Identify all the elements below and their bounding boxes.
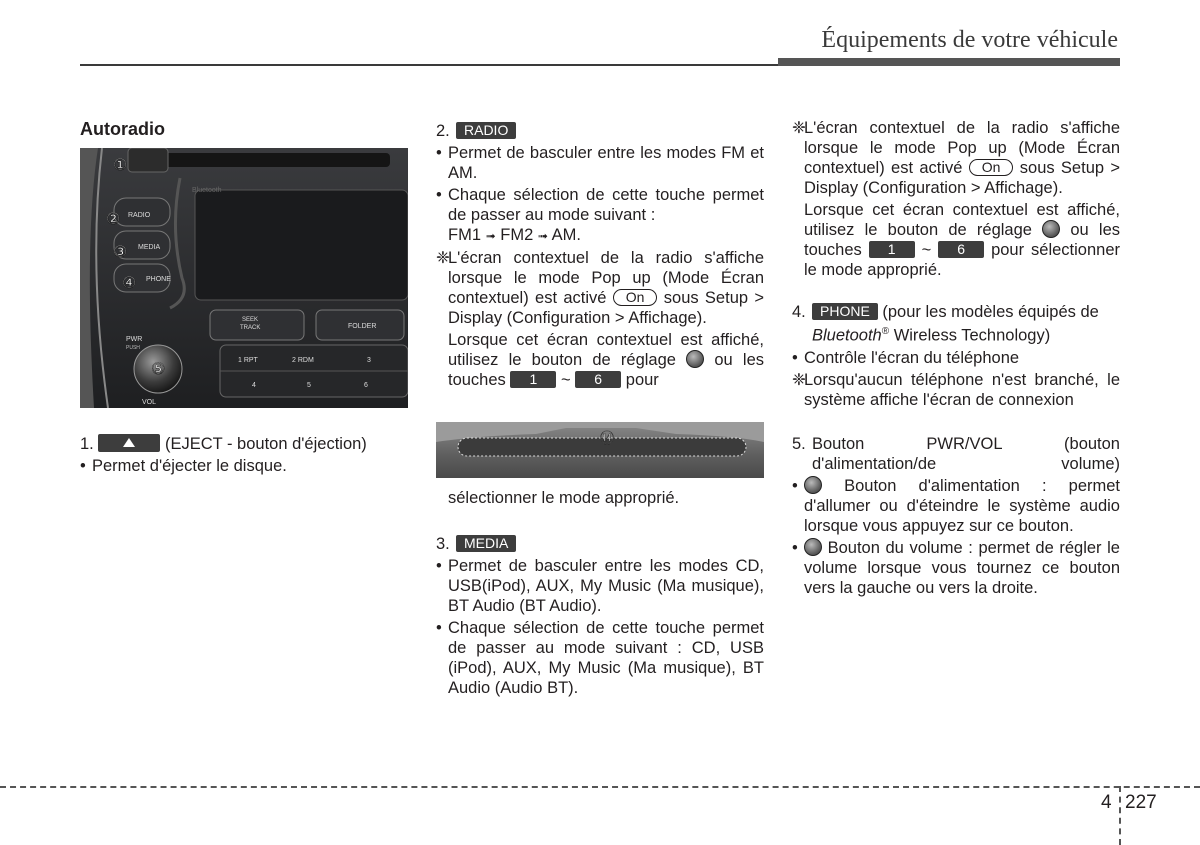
item-2-bullet-1: • Permet de basculer entre les modes FM et AM. xyxy=(436,144,764,182)
callout-4: ④ xyxy=(122,273,137,292)
radio-label: RADIO xyxy=(128,212,151,219)
push-label: PUSH xyxy=(126,345,140,351)
item-1-number: 1. xyxy=(80,435,94,453)
item-2-bullet-2: • Chaque sélection de cette touche permet de passer au mode suivant : FM1 ➟ FM2 ➟ AM. xyxy=(436,186,764,244)
tune-knob-icon xyxy=(686,350,704,368)
item-3 xyxy=(436,534,764,698)
section-title: Autoradio xyxy=(80,119,165,139)
item-4: 4. PHONE (pour les modèles équipés de Bluetooth® Wireless Technology) • Contrôle l'écran du téléphone ❈ Lorsqu'aucun téléphone n'est branché, le système affiche l'écran de connexion xyxy=(792,303,1120,409)
item-4-note: ❈ Lorsqu'aucun téléphone n'est branché, le système affiche l'écran de connexion xyxy=(792,370,1120,409)
callout-2: ② xyxy=(106,209,121,228)
seek-label: SEEK xyxy=(242,317,259,323)
item-5-bullet-1: • Bouton d'alimentation : permet d'allumer ou d'éteindre le système audio lorsque vous appuyez sur ce bouton. xyxy=(792,476,1120,535)
item-4-number: 4. xyxy=(792,303,806,321)
media-label: MEDIA xyxy=(138,244,161,251)
col3-note-2: Lorsque cet écran contextuel est affiché, utilisez le bouton de réglage ou les touches 1 ~ 6 pour sélectionner le mode approprié. xyxy=(804,201,1121,279)
item-1 xyxy=(80,434,410,476)
volume-knob-icon xyxy=(804,538,822,556)
on-indicator: On xyxy=(613,289,658,306)
note-icon: ❈ xyxy=(436,249,450,267)
mode-seq-3: AM. xyxy=(551,226,581,244)
radio-key: RADIO xyxy=(456,122,516,139)
item-1-bullet: • Permet d'éjecter le disque. xyxy=(80,457,287,475)
item-3-number: 3. xyxy=(436,535,450,553)
mode-seq-2: FM2 xyxy=(500,226,534,244)
on-indicator: On xyxy=(969,159,1014,176)
col3-note: ❈ L'écran contextuel de la radio s'affiche lorsque le mode Pop up (Mode Écran contextuel) est activé On sous Setup > Display (Configuration > Affichage). xyxy=(792,119,1120,197)
phone-label: PHONE xyxy=(146,276,171,283)
mode-seq-1: FM1 xyxy=(448,226,481,244)
media-key: MEDIA xyxy=(456,535,516,552)
audio-unit-illustration xyxy=(80,148,408,408)
item-2 xyxy=(436,118,764,390)
page-header-title: Équipements de votre véhicule xyxy=(821,27,1118,53)
pwr-label: PWR xyxy=(126,336,143,343)
chapter-number: 4 xyxy=(1101,792,1112,813)
column-3 xyxy=(792,118,1120,598)
item-3-bullet-1: • Permet de basculer entre les modes CD, USB(iPod), AUX, My Music (Ma musique), BT Audio (BT Audio). xyxy=(436,557,764,615)
power-knob-icon xyxy=(804,476,822,494)
preset-5: 5 xyxy=(307,382,311,389)
preset-key-6: 6 xyxy=(938,241,984,258)
preset-key-1: 1 xyxy=(869,241,915,258)
item-2-note-2: Lorsque cet écran contextuel est affiché, utilisez le bouton de réglage ou les touches 1 ~ 6 pour xyxy=(448,331,765,389)
item-2-note: ❈ L'écran contextuel de la radio s'affiche lorsque le mode Pop up (Mode Écran contextuel) est activé On sous Setup > Display (Configuration > Affichage). xyxy=(436,249,764,327)
item-2-number: 2. xyxy=(436,122,450,140)
preset-1: 1 RPT xyxy=(238,357,258,364)
preset-3: 3 xyxy=(367,357,371,364)
item-5-number: 5. xyxy=(792,434,806,453)
page-number: 227 xyxy=(1125,792,1157,813)
note-icon: ❈ xyxy=(792,370,806,389)
item-5: 5. Bouton PWR/VOL (bouton d'alimentation/de volume) • Bouton d'alimentation : permet d'allumer ou d'éteindre le système audio lorsque vous appuyez sur ce bouton. • Bouton du volume : permet de régler le volume lorsque vous tournez ce bouton vers la gauche ou vers la droite. xyxy=(792,434,1120,597)
footer-divider xyxy=(1119,786,1121,845)
popup-screen-illustration xyxy=(436,422,764,478)
preset-4: 4 xyxy=(252,382,256,389)
item-2-continued: sélectionner le mode approprié. xyxy=(448,489,680,507)
callout-14: ⑭ xyxy=(600,431,614,447)
audio-unit-photo xyxy=(80,148,408,408)
track-label: TRACK xyxy=(240,325,261,331)
item-5-bullet-2: • Bouton du volume : permet de régler le volume lorsque vous tournez ce bouton vers la gauche ou vers la droite. xyxy=(792,538,1120,597)
phone-key: PHONE xyxy=(812,303,878,320)
header-bar xyxy=(778,58,1120,66)
folder-label: FOLDER xyxy=(348,323,377,330)
preset-key-1: 1 xyxy=(510,371,556,388)
eject-key xyxy=(98,434,160,452)
callout-5: ⑤ xyxy=(151,359,166,378)
header-rule xyxy=(80,64,780,66)
column-1 xyxy=(80,118,410,148)
tune-knob-icon xyxy=(1042,220,1060,238)
callout-1: ① xyxy=(113,155,128,174)
callout-3: ③ xyxy=(113,242,128,261)
brand-text: Bluetooth xyxy=(192,187,222,194)
preset-6: 6 xyxy=(364,382,368,389)
preset-2: 2 RDM xyxy=(292,357,314,364)
vol-label: VOL xyxy=(142,399,157,406)
item-1-title: (EJECT - bouton d'éjection) xyxy=(160,435,367,453)
item-4-bullet: • Contrôle l'écran du téléphone xyxy=(792,348,1020,367)
note-icon: ❈ xyxy=(792,119,806,137)
preset-key-6: 6 xyxy=(575,371,621,388)
footer-rule xyxy=(0,786,1200,788)
item-3-bullet-2: • Chaque sélection de cette touche permet de passer au mode suivant : CD, USB (iPod), AUX, My Music (Ma musique), BT Audio (Audio BT). xyxy=(436,619,764,697)
